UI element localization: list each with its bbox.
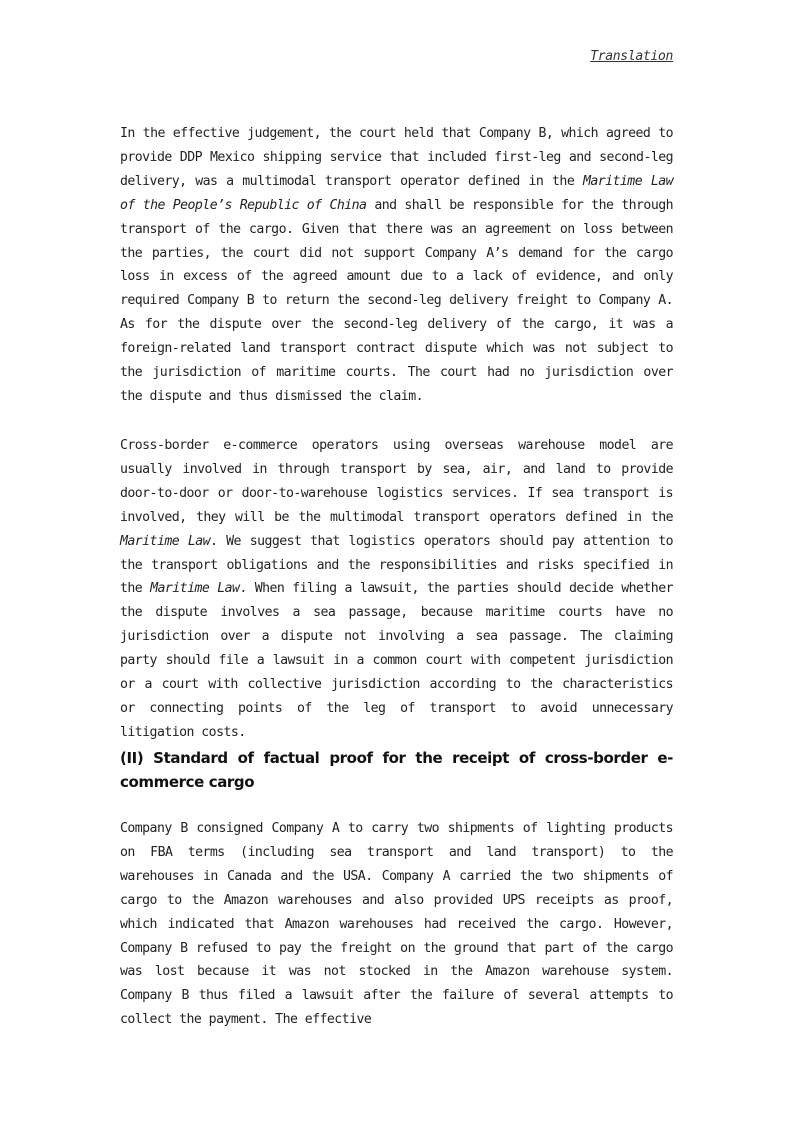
section-heading: (II) Standard of factual proof for the receipt of cross-border e-commerce cargo [120, 749, 673, 791]
page-header-label: Translation [590, 49, 673, 64]
paragraph-text: . We suggest that logistics operators should pay attention to the transport obligations and the responsibilities and risks specified in the [120, 533, 673, 597]
paragraph-text: and shall be responsible for the through transport of the cargo. Given that there was an agreement on loss between the parties, the court did not support Company A’s demand for the cargo loss in excess of the agreed amount due to a lack of evidence, and only required Company B to return the second-leg delivery freight to Company A. As for the dispute over the second-leg delivery of the cargo, it was a foreign-related land transport contract dispute which was not subject to the jurisdiction of maritime courts. The court had no jurisdiction over the dispute and thus dismissed the claim. [120, 197, 673, 404]
law-title-italic: Maritime Law [120, 533, 211, 549]
paragraph-recommendation [120, 434, 673, 745]
law-title-italic: Maritime Law of the People’s Republic of China [120, 173, 673, 213]
paragraph-text: Cross-border e-commerce operators using overseas warehouse model are usually involved in through transport by sea, air, and land to provide door-to-door or door-to-warehouse logistics services. If sea transport is involved, they will be the multimodal transport operators defined in the [120, 438, 673, 525]
paragraph-case-facts: Company B consigned Company A to carry two shipments of lighting products on FBA terms (including sea transport and land transport) to the warehouses in Canada and the USA. Company A carried the two shipments of cargo to the Amazon warehouses and also provided UPS receipts as proof, which indicated that Amazon warehouses had received the cargo. However, Company B refused to pay the freight on the ground that part of the cargo was lost because it was not stocked in the Amazon warehouse system. Company B thus filed a lawsuit after the failure of several attempts to collect the payment. The effective [120, 821, 673, 1028]
paragraph-court-judgement [120, 122, 673, 409]
paragraph-text: . When filing a lawsuit, the parties should decide whether the dispute involves a sea passage, because maritime courts have no jurisdiction over a dispute not involving a sea passage. The claiming party should file a lawsuit in a common court with competent jurisdiction or a court with collective jurisdiction according to the characteristics or connecting points of the leg of transport to avoid unnecessary litigation costs. [120, 581, 673, 740]
law-title-italic: Maritime Law [150, 581, 240, 597]
paragraph-text: In the effective judgement, the court held that Company B, which agreed to provide DDP Mexico shipping service that included first-leg and second-leg delivery, was a multimodal transport operator defined in the [120, 126, 673, 189]
